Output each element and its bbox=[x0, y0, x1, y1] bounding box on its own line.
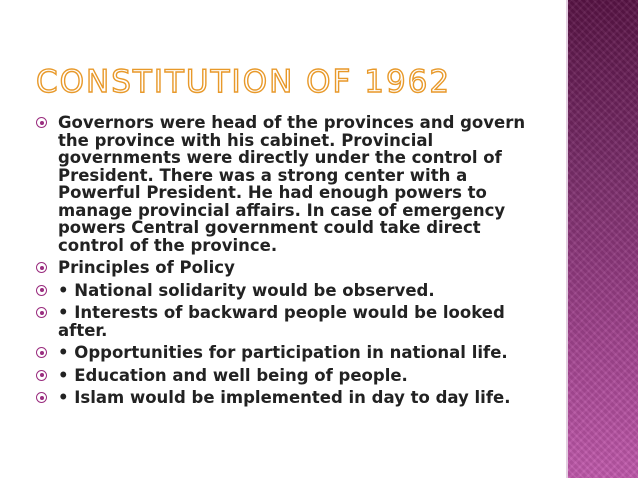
decorative-side-panel bbox=[568, 0, 638, 478]
bullet-item bbox=[36, 367, 536, 385]
bullet-item bbox=[36, 389, 536, 407]
bullet-item bbox=[36, 282, 536, 300]
circled-dot-bullet-icon bbox=[36, 117, 47, 128]
circled-dot-bullet-icon bbox=[36, 262, 47, 273]
circled-dot-bullet-icon bbox=[36, 347, 47, 358]
bullet-item bbox=[36, 114, 536, 254]
slide-title: CONSTITUTION OF 1962 bbox=[36, 64, 452, 100]
bullet-text: • Interests of backward people would be looked after. bbox=[58, 303, 505, 340]
bullet-item bbox=[36, 259, 536, 277]
bullet-text: Principles of Policy bbox=[58, 258, 235, 277]
bullet-text: • National solidarity would be observed. bbox=[58, 280, 435, 300]
bullet-list bbox=[36, 114, 536, 412]
bullet-item bbox=[36, 304, 536, 339]
bullet-text: Governors were head of the provinces and govern the province with his cabinet. Provincial governments were directly under the control of President. There was a strong center with a Powerful President. He had enough powers to manage provincial affairs. In case of emergency powers Central government could take direct control of the province. bbox=[58, 113, 526, 255]
circled-dot-bullet-icon bbox=[36, 392, 47, 403]
circled-dot-bullet-icon bbox=[36, 307, 47, 318]
circled-dot-bullet-icon bbox=[36, 285, 47, 296]
bullet-text: • Islam would be implemented in day to day life. bbox=[58, 388, 511, 407]
bullet-text: • Education and well being of people. bbox=[58, 365, 408, 385]
bullet-item bbox=[36, 344, 536, 362]
circled-dot-bullet-icon bbox=[36, 370, 47, 381]
bullet-text: • Opportunities for participation in national life. bbox=[58, 343, 508, 362]
